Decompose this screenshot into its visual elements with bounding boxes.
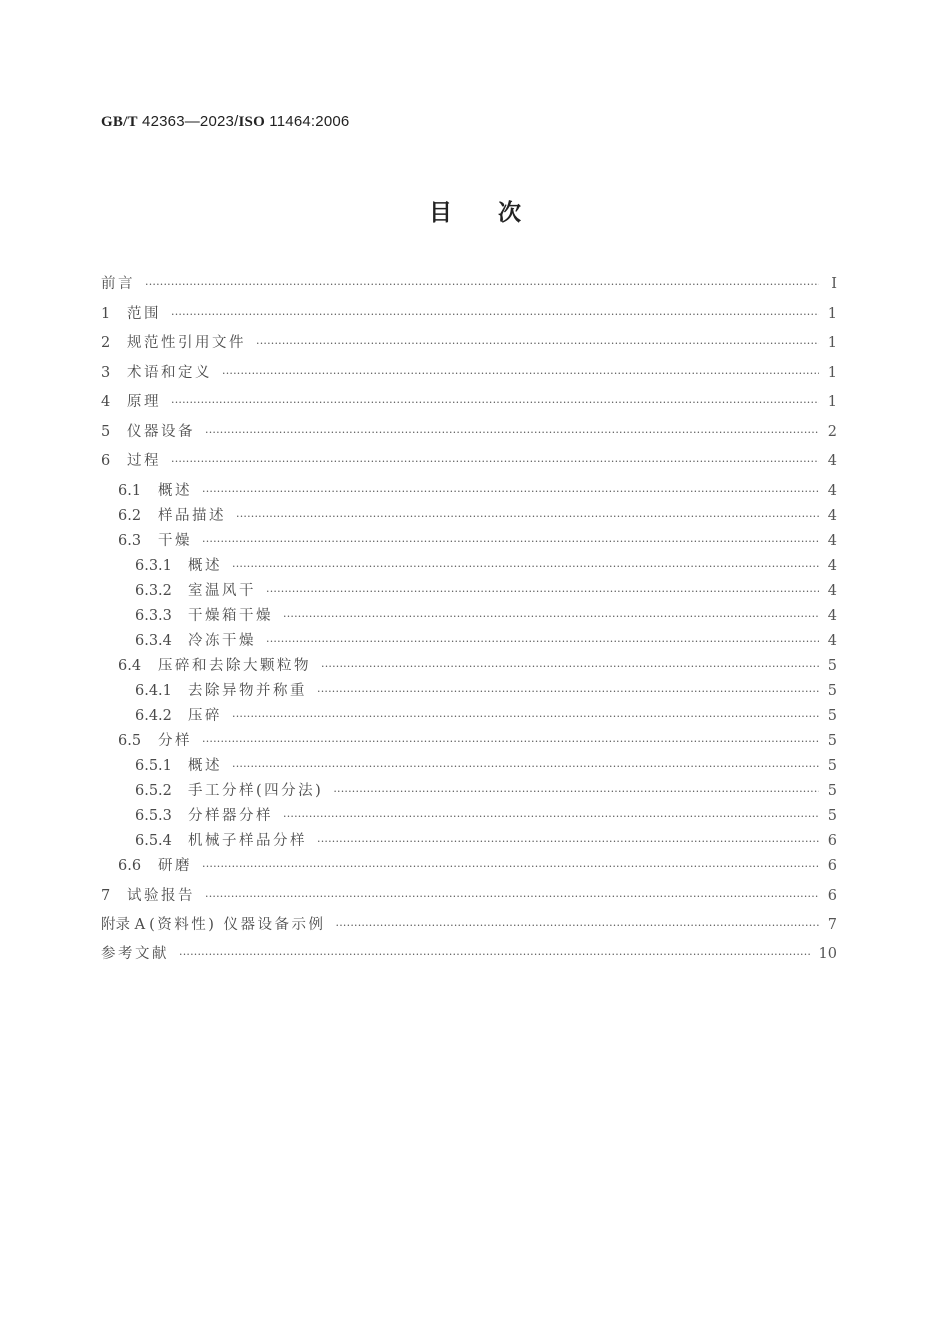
standard-code	[101, 113, 349, 131]
toc-entry-page: 4	[827, 508, 837, 524]
dot-leader	[202, 535, 819, 548]
toc-entry-page: 10	[818, 946, 837, 962]
toc-entry-number: 6.6	[118, 858, 142, 874]
toc-entry[interactable]	[101, 913, 837, 934]
toc-entry[interactable]	[118, 504, 837, 525]
toc-entry[interactable]	[118, 529, 837, 550]
toc-entry-number: 7	[101, 888, 111, 904]
dot-leader	[202, 735, 819, 748]
toc-entry-number: 6.3	[118, 533, 142, 549]
standard-prefix: GB/T	[101, 114, 138, 130]
toc-entry-page: 5	[827, 733, 837, 749]
dot-leader	[333, 785, 819, 798]
toc-entry[interactable]	[135, 604, 837, 625]
toc-entry-number: 6.3.2	[135, 583, 172, 599]
toc-entry-page: 5	[827, 758, 837, 774]
toc-entry-page: 7	[827, 917, 837, 933]
toc-entry[interactable]	[135, 779, 837, 800]
iso-number: 11464:2006	[264, 113, 350, 130]
toc-entry-page: 5	[827, 683, 837, 699]
toc-entry-label: 原理	[127, 394, 161, 410]
toc-entry[interactable]	[135, 679, 837, 700]
dot-leader	[283, 610, 819, 623]
toc-entry-number: 3	[101, 365, 111, 381]
dot-leader	[283, 810, 819, 823]
dot-leader	[171, 308, 819, 321]
standard-number: 42363—2023/	[137, 113, 239, 130]
toc-entry-label: 压碎和去除大颗粒物	[158, 658, 311, 674]
toc-entry[interactable]	[118, 654, 837, 675]
toc-entry[interactable]	[118, 479, 837, 500]
toc-entry-label: 参考文献	[101, 946, 169, 962]
dot-leader	[232, 760, 819, 773]
toc-entry-number: 6.3.1	[135, 558, 172, 574]
dot-leader	[336, 919, 819, 932]
dot-leader	[317, 685, 819, 698]
dot-leader	[232, 710, 819, 723]
dot-leader	[232, 560, 819, 573]
toc-entry-label: 术语和定义	[127, 365, 212, 381]
toc-entry-number: 6.4	[118, 658, 142, 674]
toc-entry-label: 手工分样(四分法)	[188, 783, 324, 799]
toc-entry-page: 4	[827, 483, 837, 499]
toc-entry-number: 6.2	[118, 508, 142, 524]
toc-entry[interactable]	[101, 420, 837, 441]
toc-entry[interactable]	[135, 704, 837, 725]
toc-entry-label: 前言	[101, 276, 135, 292]
toc-entry-label: 概述	[188, 758, 222, 774]
toc-entry-label: 冷冻干燥	[188, 633, 256, 649]
toc-entry-label: 过程	[127, 453, 161, 469]
toc-entry-number: 6.5	[118, 733, 142, 749]
toc-entry[interactable]	[118, 854, 837, 875]
toc-entry-label: 范围	[127, 306, 161, 322]
toc-entry[interactable]	[135, 579, 837, 600]
toc-entry-page: I	[831, 276, 837, 292]
toc-entry-number: 6.4.1	[135, 683, 172, 699]
toc-entry[interactable]	[135, 829, 837, 850]
toc-entry-page: 4	[827, 633, 837, 649]
toc-entry[interactable]	[101, 302, 837, 323]
toc-entry-label: (资料性) 仪器设备示例	[149, 917, 326, 933]
dot-leader	[205, 890, 819, 903]
toc-entry-label: 规范性引用文件	[127, 335, 246, 351]
toc-entry-page: 5	[827, 783, 837, 799]
dot-leader	[222, 367, 819, 380]
toc-entry-page: 5	[827, 708, 837, 724]
toc-entry-page: 4	[827, 533, 837, 549]
toc-entry-number: 6	[101, 453, 111, 469]
toc-entry[interactable]	[101, 331, 837, 352]
toc-entry-label: 样品描述	[158, 508, 226, 524]
toc-entry[interactable]	[135, 804, 837, 825]
toc-entry-label: 干燥箱干燥	[188, 608, 273, 624]
toc-entry-number: 6.5.2	[135, 783, 172, 799]
toc-entry-page: 6	[827, 888, 837, 904]
toc-entry[interactable]	[101, 449, 837, 470]
toc-entry-label: 分样器分样	[188, 808, 273, 824]
dot-leader	[321, 660, 819, 673]
toc-entry-number: 4	[101, 394, 111, 410]
toc-entry-page: 4	[827, 608, 837, 624]
toc-entry[interactable]	[101, 942, 837, 963]
dot-leader	[179, 948, 811, 961]
toc-entry-page: 1	[827, 306, 837, 322]
toc-entry-page: 1	[827, 394, 837, 410]
toc-entry-page: 4	[827, 558, 837, 574]
toc-entry-label: 仪器设备	[127, 424, 195, 440]
toc-entry[interactable]	[135, 754, 837, 775]
dot-leader	[171, 396, 819, 409]
toc-entry-page: 6	[827, 833, 837, 849]
toc-entry-page: 5	[827, 808, 837, 824]
toc-entry-number: 6.4.2	[135, 708, 172, 724]
toc-entry[interactable]	[101, 361, 837, 382]
toc-entry-number: 6.5.1	[135, 758, 172, 774]
dot-leader	[236, 510, 819, 523]
toc-entry-number: 5	[101, 424, 111, 440]
toc-entry[interactable]	[101, 390, 837, 411]
toc-entry-page: 1	[827, 365, 837, 381]
toc-entry-number: 6.3.3	[135, 608, 172, 624]
toc-entry-label: 机械子样品分样	[188, 833, 307, 849]
toc-entry-label: 干燥	[158, 533, 192, 549]
dot-leader	[205, 426, 819, 439]
toc-entry-number: 2	[101, 335, 111, 351]
toc-entry-label: 分样	[158, 733, 192, 749]
dot-leader	[202, 860, 819, 873]
toc-entry-number: 6.5.3	[135, 808, 172, 824]
toc-entry[interactable]	[101, 272, 837, 293]
toc-entry-number: 6.3.4	[135, 633, 172, 649]
page-title: 目次	[429, 200, 567, 226]
toc-entry-number: 1	[101, 306, 111, 322]
toc-entry-page: 4	[827, 583, 837, 599]
toc-entry-page: 1	[827, 335, 837, 351]
toc-entry[interactable]	[101, 884, 837, 905]
toc-entry-number: 6.5.4	[135, 833, 172, 849]
toc-entry-label: 试验报告	[127, 888, 195, 904]
dot-leader	[145, 278, 819, 291]
toc-entry-label: 去除异物并称重	[188, 683, 307, 699]
dot-leader	[171, 455, 819, 468]
dot-leader	[317, 835, 819, 848]
toc-entry-label: 室温风干	[188, 583, 256, 599]
toc-entry-label: 概述	[188, 558, 222, 574]
toc-entry[interactable]	[135, 629, 837, 650]
dot-leader	[266, 585, 819, 598]
dot-leader	[256, 337, 819, 350]
toc-entry-page: 6	[827, 858, 837, 874]
toc-entry-page: 5	[827, 658, 837, 674]
toc-entry-page: 4	[827, 453, 837, 469]
dot-leader	[266, 635, 819, 648]
toc-entry-number: 附录 A	[101, 917, 146, 933]
toc-entry-page: 2	[827, 424, 837, 440]
toc-entry-label: 研磨	[158, 858, 192, 874]
iso-prefix: ISO	[238, 114, 265, 130]
dot-leader	[202, 485, 819, 498]
toc-entry-number: 6.1	[118, 483, 142, 499]
toc-entry[interactable]	[118, 729, 837, 750]
toc-entry[interactable]	[135, 554, 837, 575]
toc-entry-label: 概述	[158, 483, 192, 499]
toc-entry-label: 压碎	[188, 708, 222, 724]
